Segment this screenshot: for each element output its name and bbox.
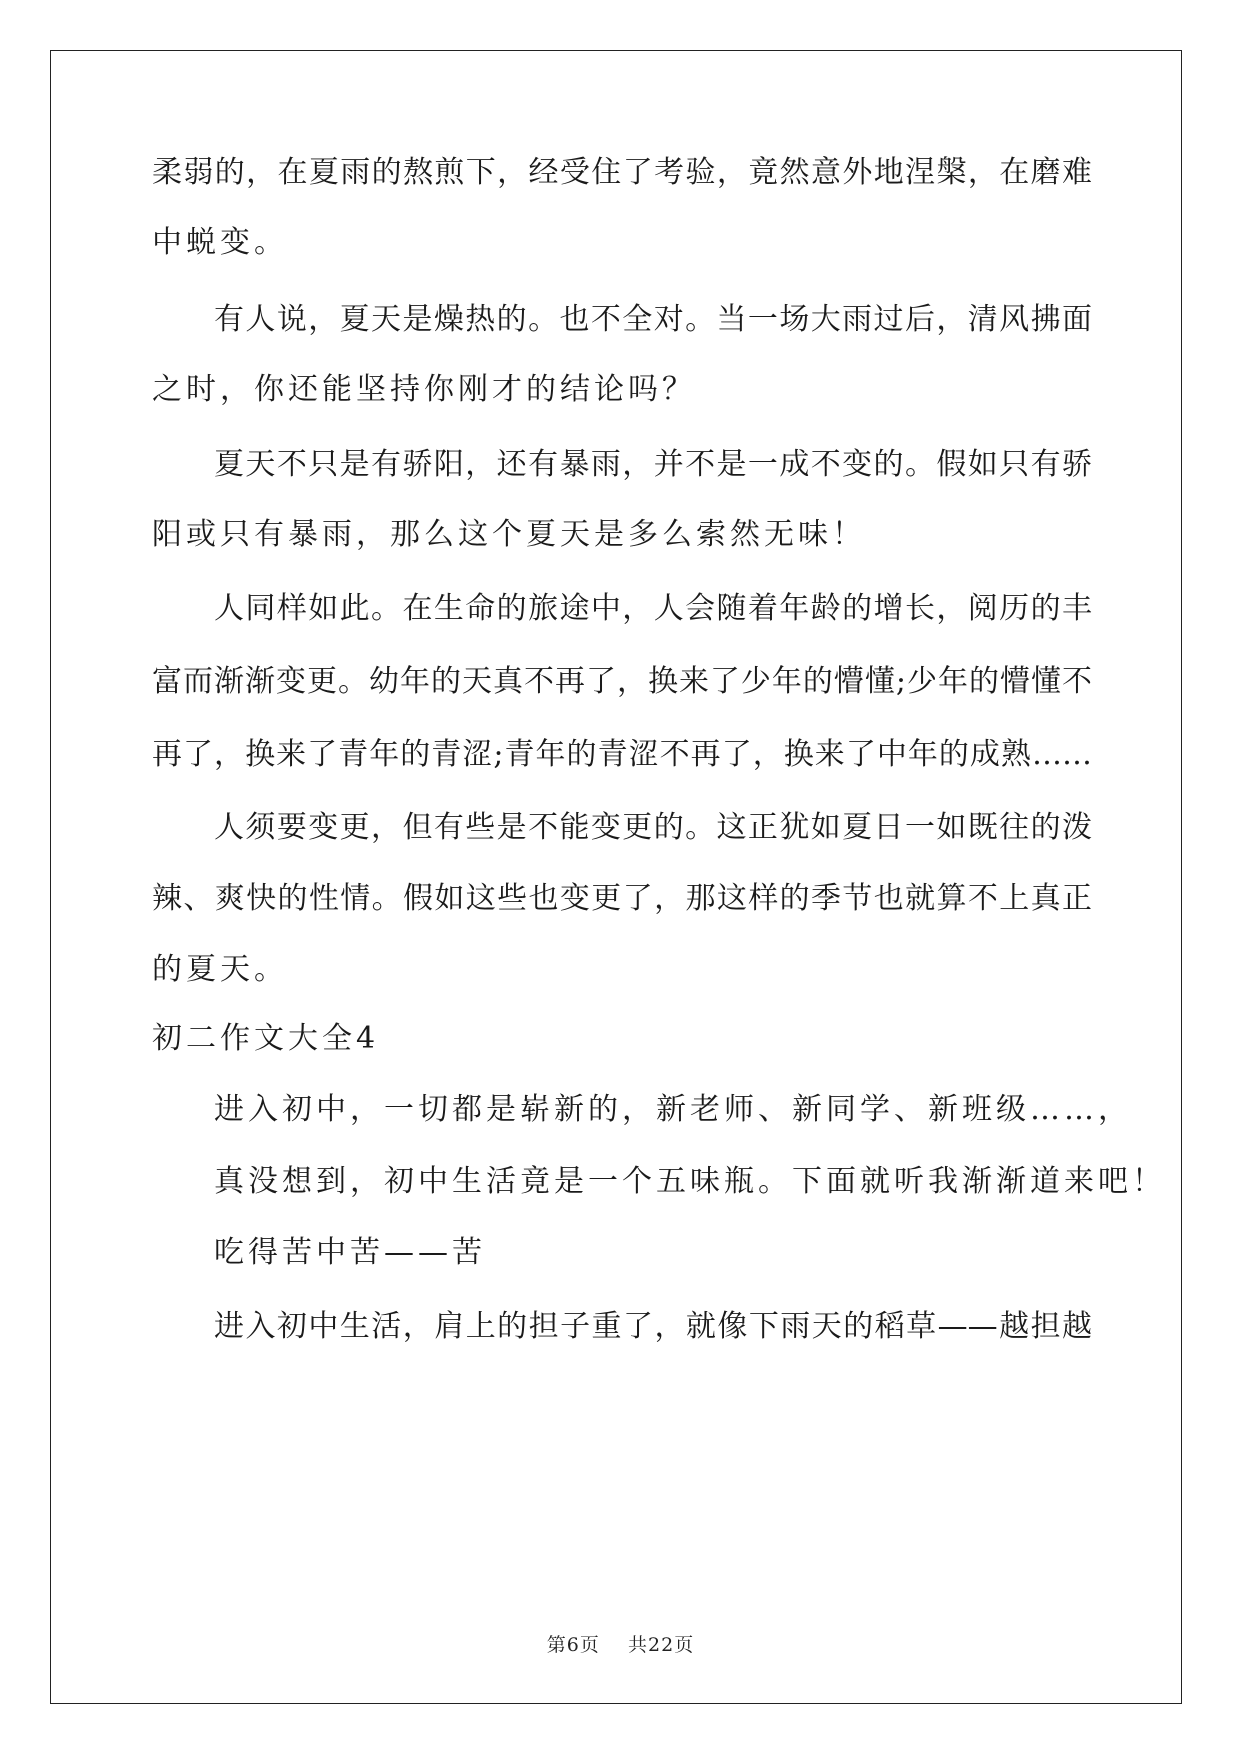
paragraph-line: 进入初中，一切都是崭新的，新老师、新同学、新班级……， — [214, 1092, 1132, 1127]
paragraph-line: 人同样如此。在生命的旅途中，人会随着年龄的增长，阅历的丰 — [214, 591, 1092, 626]
paragraph-line: 真没想到，初中生活竟是一个五味瓶。下面就听我渐渐道来吧！ — [214, 1164, 1166, 1199]
text-line: 再了，换来了青年的青涩;青年的青涩不再了，换来了中年的成熟…… — [152, 737, 1092, 772]
text-line: 柔弱的，在夏雨的熬煎下，经受住了考验，竟然意外地涅槃，在磨难 — [152, 155, 1092, 190]
text-line: 辣、爽快的性情。假如这些也变更了，那这样的季节也就算不上真正 — [152, 881, 1092, 916]
paragraph-line: 进入初中生活，肩上的担子重了，就像下雨天的稻草——越担越 — [214, 1309, 1092, 1344]
paragraph-line: 人须要变更，但有些是不能变更的。这正犹如夏日一如既往的泼 — [214, 810, 1092, 845]
page-footer — [0, 1630, 1241, 1657]
total-pages: 共22页 — [628, 1634, 695, 1656]
text-line: 之时，你还能坚持你刚才的结论吗？ — [152, 372, 696, 407]
subheading-line: 吃得苦中苦——苦 — [214, 1235, 486, 1270]
page-number: 第6页 — [546, 1634, 600, 1656]
section-heading: 初二作文大全4 — [152, 1021, 380, 1056]
text-line: 阳或只有暴雨，那么这个夏天是多么索然无味！ — [152, 517, 866, 552]
paragraph-line: 有人说，夏天是燥热的。也不全对。当一场大雨过后，清风拂面 — [214, 302, 1092, 337]
text-line: 富而渐渐变更。幼年的天真不再了，换来了少年的懵懂;少年的懵懂不 — [152, 664, 1092, 699]
paragraph-line: 夏天不只是有骄阳，还有暴雨，并不是一成不变的。假如只有骄 — [214, 447, 1092, 482]
text-line: 中蜕变。 — [152, 225, 288, 260]
text-line: 的夏天。 — [152, 952, 288, 987]
